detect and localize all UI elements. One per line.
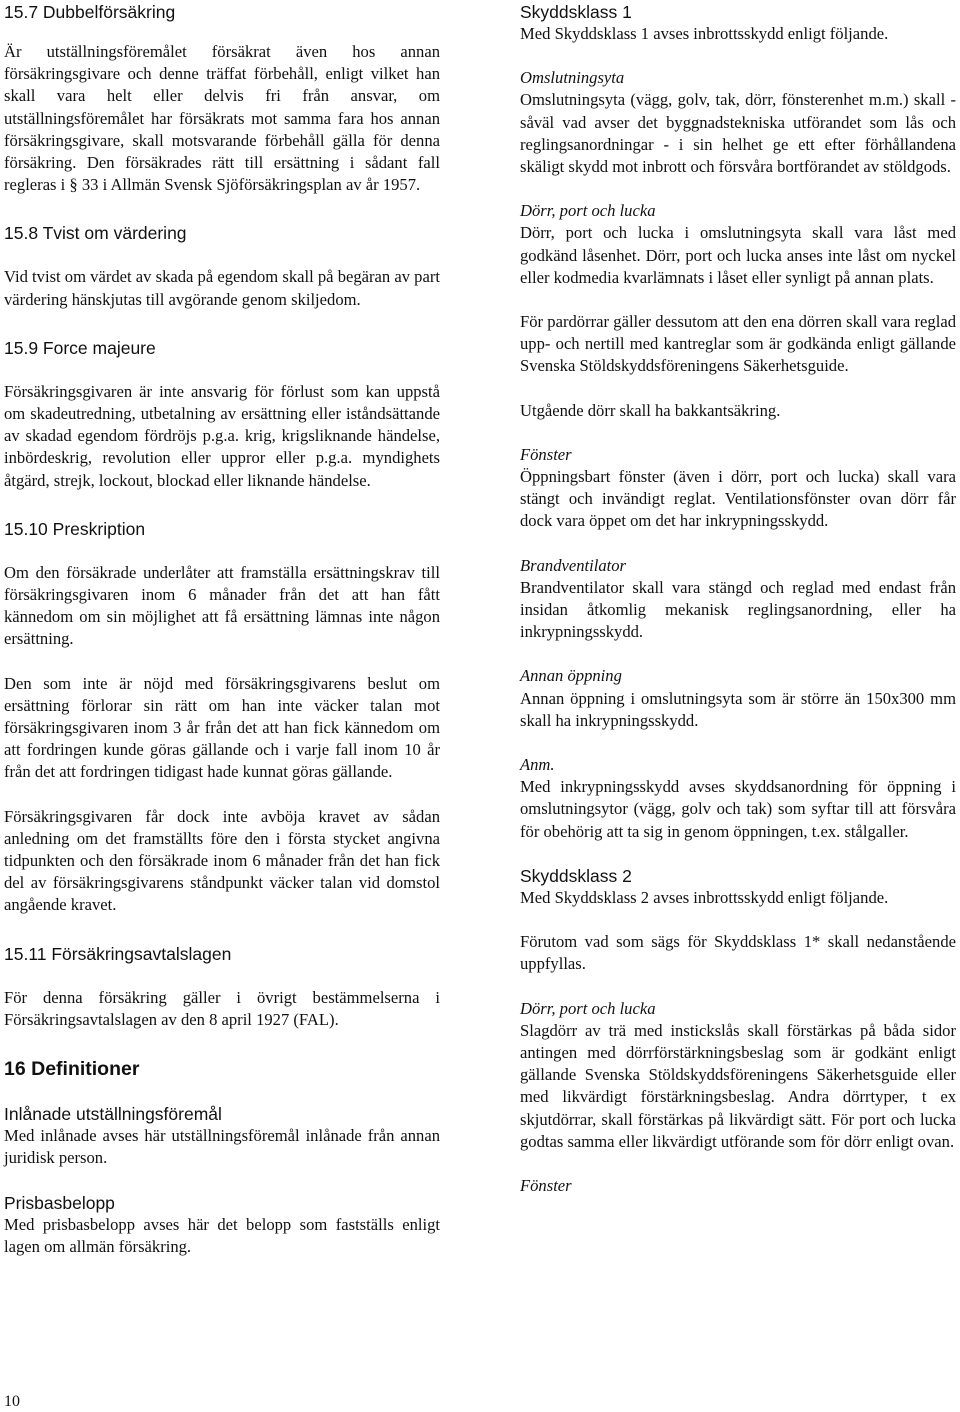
subheading-omslutningsyta: Omslutningsyta <box>520 68 625 88</box>
paragraph-anm: Med inkrypningsskydd avses skyddsanordning för öppning i omslutningsytor (vägg, golv och tak) som syftar till att försvåra för obehörig att ta sig in genom öppningen, t.ex. stålgaller. <box>520 777 956 841</box>
page-number: 10 <box>4 1393 20 1410</box>
heading-15-10: 15.10 Preskription <box>4 518 146 539</box>
heading-inlanade: Inlånade utställningsföremål <box>4 1104 222 1125</box>
paragraph-tvist: Vid tvist om värdet av skada på egendom skall på begäran av part värdering hänskjutas till avgörande genom skiljedom. <box>4 267 440 309</box>
paragraph-preskription-3: Försäkringsgivaren får dock inte avböja kravet av sådan anledning om det framställts före den i första stycket angivna tidpunkten och den försäkrade inom 6 månader från det han fick del av försäkringsgivarens ståndpunkt väcker talan vid domstol angående kravet. <box>4 806 440 915</box>
paragraph-brandventilator: Brandventilator skall vara stängd och reglad med endast från insidan åtkomlig mekanisk reglingsanordning, eller ha inkrypningsskydd. <box>520 577 956 642</box>
paragraph-forutom: Förutom vad som sägs för Skyddsklass 1* skall nedanstående uppfyllas. <box>520 932 956 974</box>
paragraph-dorr: Dörr, port och lucka i omslutningsyta skall vara låst med godkänd låsenhet. Dörr, port och lucka anses inte låst om nyckel eller kodmedia kvarlämnats i låset eller synligt på annan plats. <box>520 223 956 287</box>
right-column <box>520 0 956 1197</box>
heading-skyddsklass-1: Skyddsklass 1 <box>520 2 632 22</box>
paragraph-force-majeure: Försäkringsgivaren är inte ansvarig för förlust som kan uppstå om skadeutredning, utbetalning av ersättning eller iståndsättande av skadad egendom fördröjs p.g.a. krig, krigsliknande händelse, inbördeskrig, revolution eller uppror eller p.g.a. myndighets åtgärd, strejk, lockout, blockad eller liknande händelse. <box>4 381 440 490</box>
subheading-dorr: Dörr, port och lucka <box>520 201 656 221</box>
paragraph-dubbelforsakring: Är utställningsföremålet försäkrat även hos annan försäkringsgivare och denne träffat förbehåll, enligt vilket han skall vara helt eller delvis fri från ansvar, om utställningsföremålet har försäkrats mot samma fara hos annan försäkringsgivare, skall motsvarande förbehåll gälla för denna försäkring. Den försäkrades rätt till ersättning i sådant fall regleras i § 33 i Allmän Svensk Sjöförsäkringsplan av år 1957. <box>4 42 440 195</box>
paragraph-utgaende-dorr: Utgående dörr skall ha bakkantsäkring. <box>520 400 781 420</box>
paragraph-fal: För denna försäkring gäller i övrigt bestämmelserna i Försäkringsavtalslagen av den 8 april 1927 (FAL). <box>4 987 440 1029</box>
paragraph-skyddsklass-2-intro: Med Skyddsklass 2 avses inbrottsskydd enligt följande. <box>520 887 889 907</box>
subheading-fonster: Fönster <box>520 444 572 464</box>
left-column <box>4 0 440 1258</box>
paragraph-fonster: Öppningsbart fönster (även i dörr, port och lucka) skall vara stängt och invändigt reglat. Ventilationsfönster ovan dörr får dock vara öppet om det har inkrypningsskydd. <box>520 467 956 531</box>
heading-16: 16 Definitioner <box>4 1058 140 1081</box>
paragraph-skyddsklass-1-intro: Med Skyddsklass 1 avses inbrottsskydd enligt följande. <box>520 24 889 43</box>
paragraph-preskription-2: Den som inte är nöjd med försäkringsgivarens beslut om ersättning förlorar sin rätt om han inte väcker talan mot försäkringsgivaren inom 3 år från det att han fick kännedom om att fordringen kunde göras gällande och i varje fall inom 10 år från det att fordringen tidigast hade kunnat göras gällande. <box>4 673 440 782</box>
paragraph-annan-oppning: Annan öppning i omslutningsyta som är större än 150x300 mm skall ha inkrypningsskydd. <box>520 688 956 730</box>
paragraph-inlanade: Med inlånade avses här utställningsföremål inlånade från annan juridisk person. <box>4 1126 440 1168</box>
paragraph-pardorrar: För pardörrar gäller dessutom att den ena dörren skall vara reglad upp- och nertill med kantreglar som är godkända enligt gällande Svenska Stöldskyddsföreningens Säkerhetsguide. <box>520 312 956 376</box>
subheading-brandventilator: Brandventilator <box>520 555 627 575</box>
heading-15-9: 15.9 Force majeure <box>4 337 156 358</box>
heading-15-8: 15.8 Tvist om värdering <box>4 223 187 244</box>
subheading-annan-oppning: Annan öppning <box>520 666 622 686</box>
subheading-anm: Anm. <box>520 755 555 775</box>
subheading-fonster-2: Fönster <box>520 1175 572 1195</box>
heading-skyddsklass-2: Skyddsklass 2 <box>520 865 632 886</box>
paragraph-dorr-2: Slagdörr av trä med instickslås skall förstärkas på båda sidor antingen med dörrförstärkningsbeslag som är godkänt enligt gällande Svenska Stöldskyddsföreningens Säkerhetsguide eller med likvärdigt förstärkningsbeslag. Andra dörrtyper, t ex skjutdörrar, skall förstärkas på likvärdigt sätt. För port och lucka godtas samma eller likvärdigt utförande som för dörr enligt ovan. <box>520 1020 956 1151</box>
heading-15-11: 15.11 Försäkringsavtalslagen <box>4 943 232 964</box>
paragraph-omslutningsyta: Omslutningsyta (vägg, golv, tak, dörr, fönsterenhet m.m.) skall - såväl vad avser det byggnadstekniska utförandet som lås och reglingsanordningar - i sin helhet ge ett efter förhållandena skäligt skydd mot inbrott och försvåra bortförandet av stöldgods. <box>520 90 956 177</box>
paragraph-prisbasbelopp: Med prisbasbelopp avses här det belopp som fastställs enligt lagen om allmän försäkring. <box>4 1214 440 1256</box>
heading-prisbasbelopp: Prisbasbelopp <box>4 1192 115 1213</box>
heading-15-7: 15.7 Dubbelförsäkring <box>4 2 176 22</box>
subheading-dorr-2: Dörr, port och lucka <box>520 998 656 1018</box>
paragraph-preskription-1: Om den försäkrade underlåter att framställa ersättningskrav till försäkringsgivaren inom 6 månader från det att han fått kännedom om sin möjlighet att få ersättning lämnas inte någon ersättning. <box>4 562 440 649</box>
